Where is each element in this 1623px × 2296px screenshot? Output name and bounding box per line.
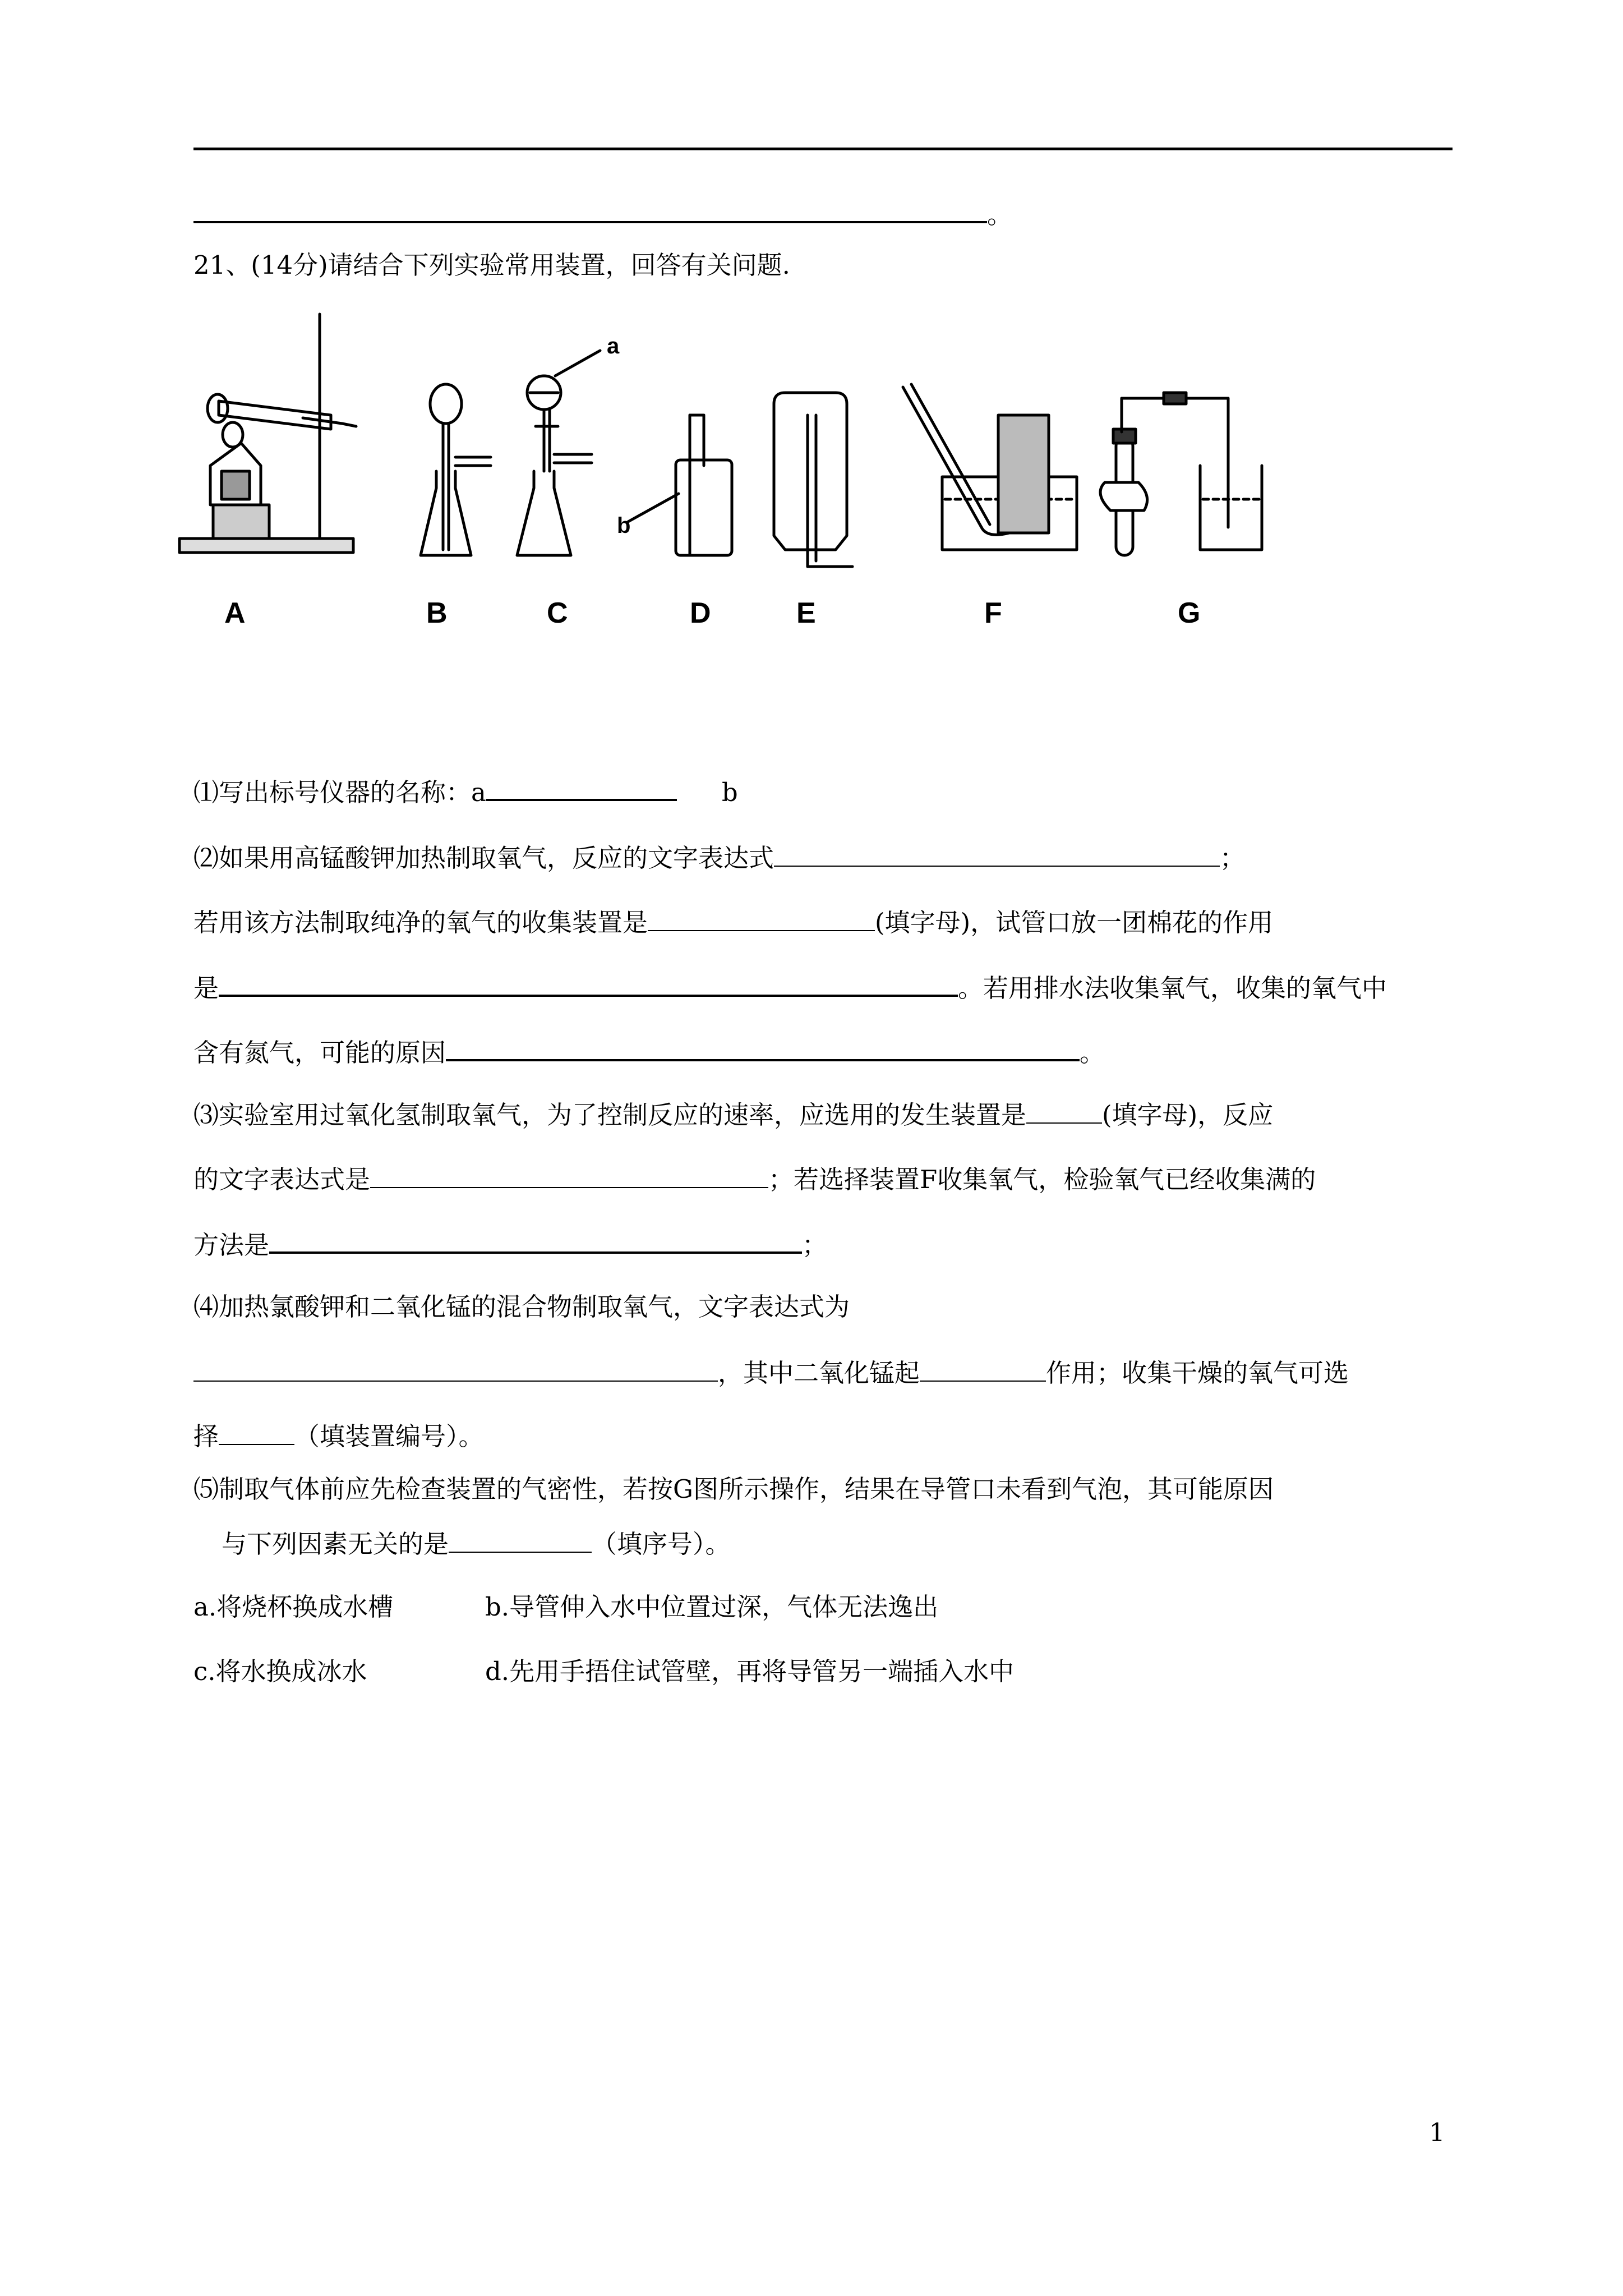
q1-b-label: b	[721, 777, 738, 807]
q2-line-2: 若用该方法制取纯净的氧气的收集装置是 (填字母)，试管口放一团棉花的作用	[193, 904, 1273, 940]
answer-blank[interactable]	[193, 195, 987, 223]
q1-text: ⑴写出标号仪器的名称：a	[193, 777, 486, 807]
apparatus-f-drawing	[903, 384, 1077, 550]
q4-device-blank[interactable]	[219, 1418, 294, 1445]
apparatus-figure	[163, 303, 1312, 634]
q2-cotton-blank[interactable]	[219, 969, 958, 997]
q3-method-blank[interactable]	[269, 1226, 802, 1254]
label-c: C	[547, 597, 568, 629]
pointer-a-label: a	[607, 334, 620, 358]
label-b: B	[426, 597, 448, 629]
header-rule	[193, 148, 1453, 150]
q2-reason-blank[interactable]	[446, 1033, 1080, 1061]
apparatus-e-drawing	[774, 393, 852, 567]
option-d: d.先用手捂住试管壁，再将导管另一端插入水中	[485, 1657, 1015, 1686]
q4-equation-blank[interactable]	[193, 1355, 718, 1382]
q3-line-1: ⑶实验室用过氧化氢制取氧气，为了控制反应的速率，应选用的发生装置是 (填字母)，反应	[193, 1097, 1273, 1132]
q4-line-1: ⑷加热氯酸钾和二氧化锰的混合物制取氧气，文字表达式为	[193, 1292, 850, 1322]
apparatus-g-drawing	[1100, 393, 1262, 555]
q4-line-3: 择 （填装置编号）。	[193, 1418, 484, 1453]
q3-device-blank[interactable]	[1026, 1097, 1102, 1124]
apparatus-b-drawing	[421, 384, 491, 555]
q2-collector-blank[interactable]	[648, 904, 875, 931]
apparatus-d-drawing	[628, 415, 732, 555]
label-a: A	[224, 597, 246, 629]
q1-a-blank[interactable]	[486, 773, 677, 801]
question-title: 21、(14分)请结合下列实验常用装置，回答有关问题.	[193, 250, 790, 280]
q5-line-1: ⑸制取气体前应先检查装置的气密性，若按G图所示操作，结果在导管口未看到气泡，其可能原因	[193, 1474, 1274, 1504]
label-e: E	[796, 597, 816, 629]
apparatus-a-drawing	[179, 314, 356, 553]
q5-line-2: 与下列因素无关的是 （填序号）。	[222, 1526, 731, 1561]
q4-line-2: ，其中二氧化锰起 作用；收集干燥的氧气可选	[193, 1355, 1349, 1390]
q1-line	[193, 773, 738, 809]
option-a: a.将烧杯换成水槽	[193, 1592, 394, 1622]
q3-line-3: 方法是 ；	[193, 1226, 827, 1262]
pointer-b-label: b	[617, 513, 631, 538]
label-f: F	[984, 597, 1002, 629]
page-number: 1	[1429, 2118, 1445, 2147]
apparatus-c-drawing	[517, 351, 600, 555]
label-g: G	[1178, 597, 1201, 629]
q2-line-1: ⑵如果用高锰酸钾加热制取氧气，反应的文字表达式 ；	[193, 840, 1245, 875]
q3-equation-blank[interactable]	[370, 1161, 768, 1188]
tail-mark: 。	[987, 200, 1013, 229]
option-b: b.导管伸入水中位置过深，气体无法逸出	[485, 1592, 939, 1622]
prev-answer-line	[193, 195, 1012, 232]
label-d: D	[690, 597, 711, 629]
q2-line-3: 是 。若用排水法收集氧气，收集的氧气中	[193, 969, 1387, 1005]
q3-line-2: 的文字表达式是 ；若选择装置F收集氧气，检验氧气已经收集满的	[193, 1161, 1316, 1197]
q2-line-4: 含有氮气，可能的原因 。	[193, 1033, 1105, 1070]
q5-answer-blank[interactable]	[449, 1526, 592, 1553]
option-c: c.将水换成冰水	[193, 1657, 367, 1686]
q4-role-blank[interactable]	[920, 1355, 1046, 1382]
q2-equation-blank[interactable]	[774, 840, 1220, 867]
